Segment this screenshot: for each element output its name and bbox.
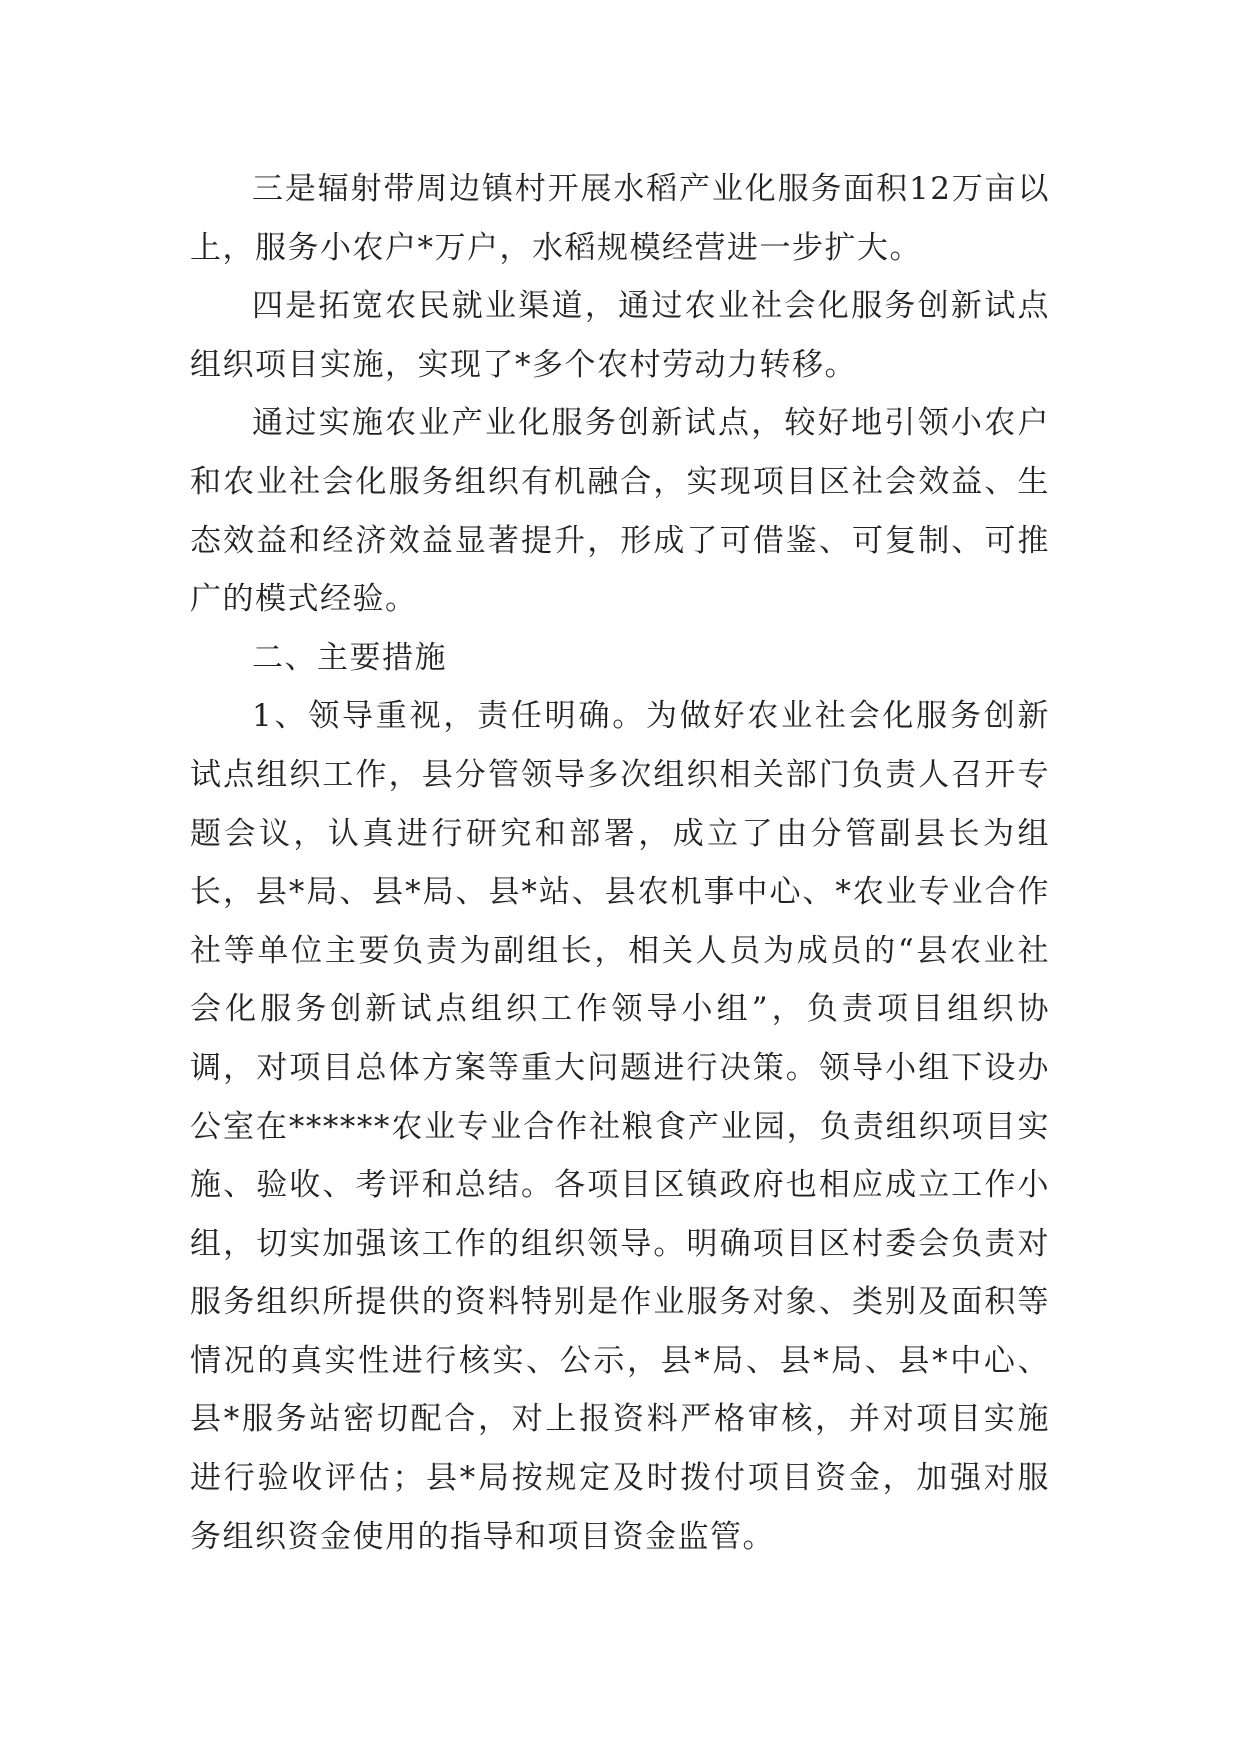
section-heading-main-measures: 二、主要措施 [252, 639, 447, 676]
paragraph-employment-channels: 四是拓宽农民就业渠道，通过农业社会化服务创新试点组织项目实施，实现了*多个农村劳动力转移。 [190, 288, 1050, 383]
document-body [190, 160, 1050, 1566]
paragraph-radiation-service-area: 三是辐射带周边镇村开展水稻产业化服务面积12万亩以上，服务小农户*万户，水稻规模经营进一步扩大。 [190, 171, 1050, 266]
paragraph-pilot-outcome: 通过实施农业产业化服务创新试点，较好地引领小农户和农业社会化服务组织有机融合，实现项目区社会效益、生态效益和经济效益显著提升，形成了可借鉴、可复制、可推广的模式经验。 [190, 405, 1050, 618]
paragraph-leadership-responsibility: 1、领导重视，责任明确。为做好农业社会化服务创新试点组织工作，县分管领导多次组织相关部门负责人召开专题会议，认真进行研究和部署，成立了由分管副县长为组长，县*局、县*局、县*站、县农机事中心、*农业专业合作社等单位主要负责为副组长，相关人员为成员的“县农业社会化服务创新试点组织工作领导小组”，负责项目组织协调，对项目总体方案等重大问题进行决策。领导小组下设办公室在******农业专业合作社粮食产业园，负责组织项目实施、验收、考评和总结。各项目区镇政府也相应成立工作小组，切实加强该工作的组织领导。明确项目区村委会负责对服务组织所提供的资料特别是作业服务对象、类别及面积等情况的真实性进行核实、公示，县*局、县*局、县*中心、县*服务站密切配合，对上报资料严格审核，并对项目实施进行验收评估；县*局按规定及时拨付项目资金，加强对服务组织资金使用的指导和项目资金监管。 [190, 698, 1050, 1555]
